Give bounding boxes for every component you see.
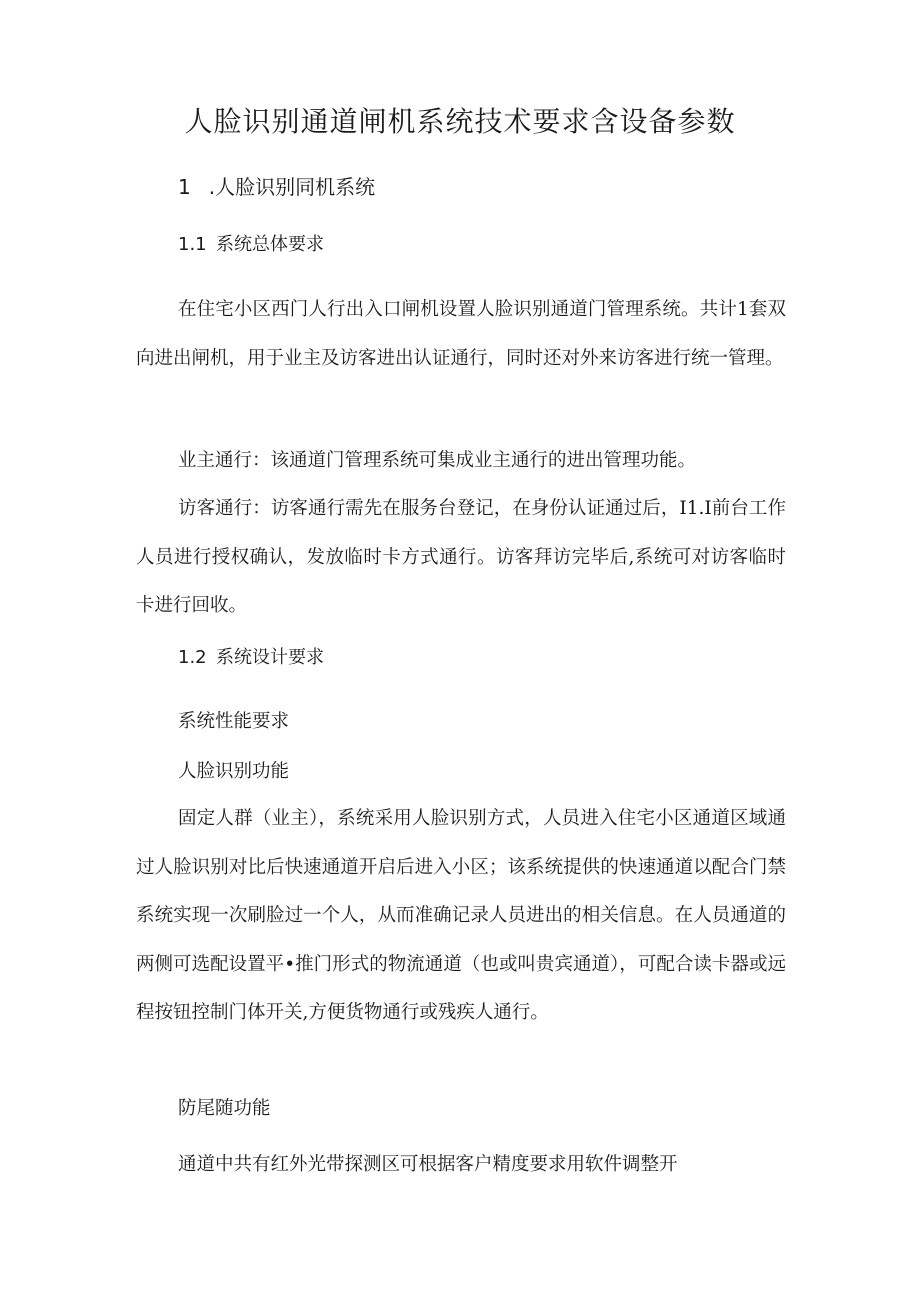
paragraph-face-recognition: 固定人群（业主），系统采用人脸识别方式，人员进入住宅小区通道区域通过人脸识别对比后快速通道开启后进入小区；该系统提供的快速通道以配合门禁系统实现一次刷脸过一个人，从而准确记录人员进出的相关信息。在人员通道的两侧可选配设置平•推门形式的物流通道（也或叫贵宾通道），可配合读卡器或远程按钮控制门体开关,方便货物通行或残疾人通行。 bbox=[136, 808, 786, 1023]
section-1-2-heading bbox=[178, 643, 324, 673]
section-1-heading bbox=[178, 171, 375, 203]
paragraph-owner-access: 业主通行：该通道门管理系统可集成业主通行的进出管理功能。 bbox=[178, 450, 697, 471]
section-1-2-title: 系统设计要求 bbox=[216, 647, 324, 668]
section-1-number: 1 bbox=[178, 175, 191, 199]
document-title: 人脸识别通道闸机系统技术要求含设备参数 bbox=[184, 105, 736, 138]
label-performance-requirements: 系统性能要求 bbox=[178, 711, 290, 732]
section-1-1-title: 系统总体要求 bbox=[216, 234, 324, 255]
section-1-2-number: 1.2 bbox=[178, 647, 207, 668]
label-anti-tailgating: 防尾随功能 bbox=[178, 1098, 271, 1119]
paragraph-anti-tailgating: 通道中共有红外光带探测区可根据客户精度要求用软件调整开 bbox=[178, 1154, 678, 1175]
section-1-1-heading bbox=[178, 230, 324, 260]
paragraph-visitor-access: 访客通行：访客通行需先在服务台登记，在身份认证通过后，I1.I前台工作人员进行授权确认，发放临时卡方式通行。访客拜访完毕后,系统可对访客临时卡进行回收。 bbox=[136, 498, 786, 616]
section-1-1-number: 1.1 bbox=[178, 234, 207, 255]
label-face-recognition: 人脸识别功能 bbox=[178, 761, 290, 782]
section-1-title: .人脸识别同机系统 bbox=[208, 175, 376, 199]
paragraph-overview: 在住宅小区西门人行出入口闸机设置人脸识别通道门管理系统。共计1套双向进出闸机，用于业主及访客进出认证通行，同时还对外来访客进行统一管理。 bbox=[136, 299, 786, 369]
